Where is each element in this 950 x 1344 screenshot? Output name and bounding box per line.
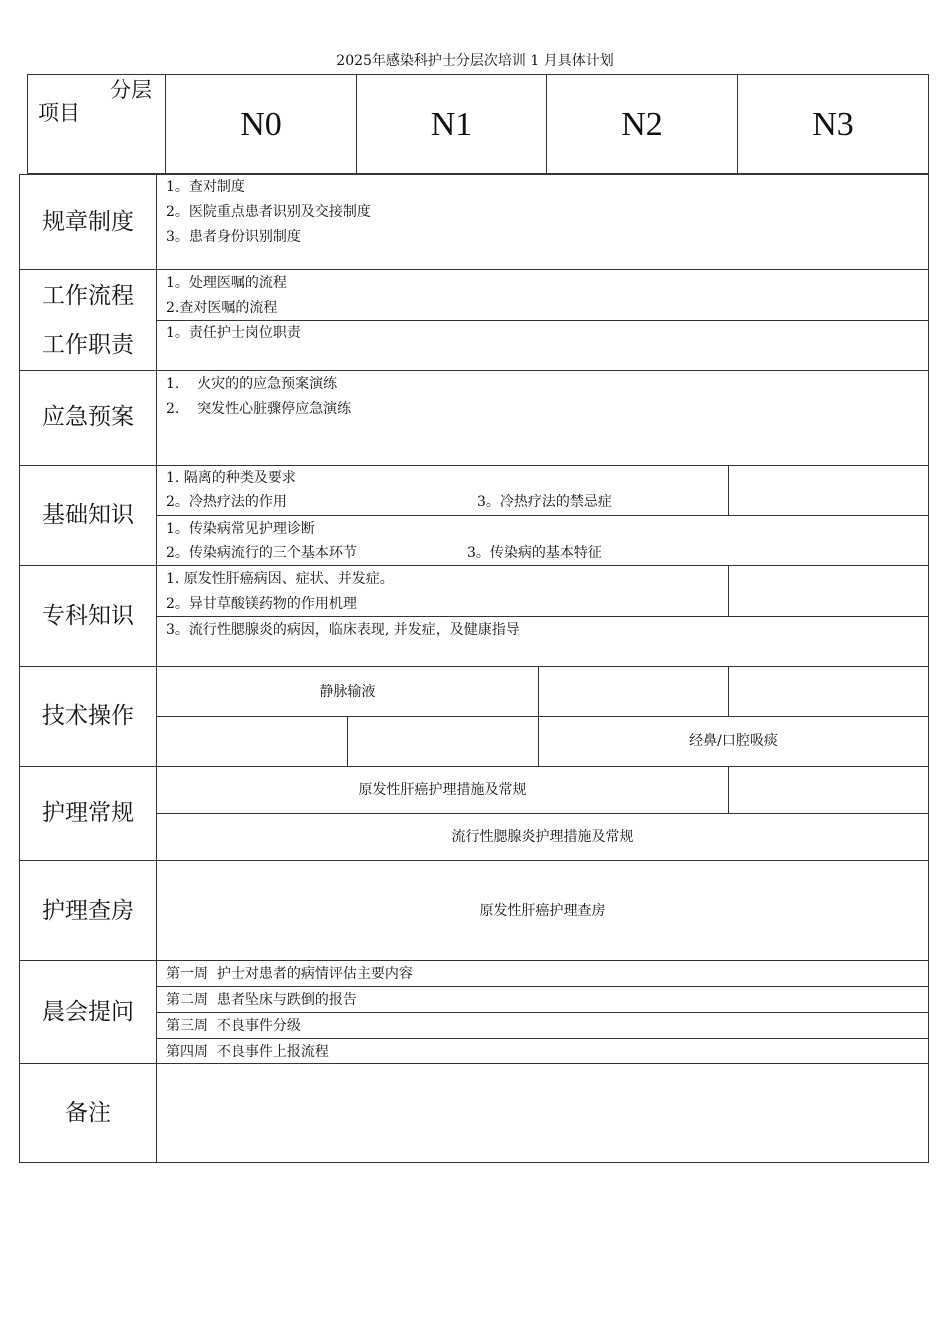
skill-iv-infusion: 静脉输液 — [319, 684, 376, 700]
category-nursing-rounds: 护理查房 — [42, 898, 134, 924]
level-n1: N1 — [430, 106, 473, 143]
cell-divider — [156, 320, 929, 321]
corner-label-item: 项目 — [38, 101, 80, 125]
morning-question: 第一周 护士对患者的病情评估主要内容 — [166, 966, 413, 982]
category-basic-knowledge: 基础知识 — [42, 502, 134, 528]
corner-label-layer: 分层 — [110, 78, 152, 102]
row-divider — [19, 465, 929, 466]
basic-item: 2。冷热疗法的作用 — [166, 494, 287, 510]
category-duty: 工作职责 — [42, 332, 134, 358]
cell-divider — [728, 465, 729, 515]
emergency-item: 1. 火灾的的应急预案演练 — [166, 376, 338, 392]
rules-item: 3。患者身份识别制度 — [166, 229, 301, 245]
row-divider — [19, 666, 929, 667]
specialty-item: 1. 原发性肝癌病因、症状、并发症。 — [166, 571, 394, 587]
category-rules: 规章制度 — [42, 209, 134, 235]
cell-divider — [156, 813, 929, 814]
category-notes: 备注 — [65, 1100, 111, 1126]
category-workflow: 工作流程 — [42, 283, 134, 309]
cell-divider — [728, 565, 729, 616]
level-n2: N2 — [621, 106, 663, 143]
workflow-item: 2.查对医嘱的流程 — [166, 300, 278, 316]
document-title: 2025年感染科护士分层次培训 1 月具体计划 — [336, 53, 614, 69]
basic-item: 3。冷热疗法的禁忌症 — [477, 494, 612, 510]
level-n3: N3 — [812, 106, 854, 143]
row-divider — [19, 960, 929, 961]
specialty-item: 2。异甘草酸镁药物的作用机理 — [166, 596, 357, 612]
cell-divider — [156, 1038, 929, 1039]
row-divider — [19, 565, 929, 566]
routine-mumps: 流行性腮腺炎护理措施及常规 — [451, 829, 634, 845]
morning-question: 第二周 患者坠床与跌倒的报告 — [166, 992, 357, 1008]
rounds-content: 原发性肝癌护理查房 — [479, 903, 606, 919]
row-divider — [19, 1063, 929, 1064]
basic-item: 2。传染病流行的三个基本环节 — [166, 545, 357, 561]
row-divider — [19, 860, 929, 861]
rules-item: 1。查对制度 — [166, 179, 245, 195]
rules-item: 2。医院重点患者识别及交接制度 — [166, 204, 371, 220]
morning-question: 第四周 不良事件上报流程 — [166, 1044, 329, 1060]
cell-divider — [156, 515, 929, 516]
basic-item: 1。传染病常见护理诊断 — [166, 521, 315, 537]
row-divider — [19, 269, 929, 270]
routine-liver-cancer: 原发性肝癌护理措施及常规 — [358, 782, 527, 798]
category-specialty-knowledge: 专科知识 — [42, 603, 134, 629]
row-divider — [19, 370, 929, 371]
cell-divider — [156, 716, 929, 717]
basic-item: 1. 隔离的种类及要求 — [166, 470, 296, 486]
category-emergency: 应急预案 — [42, 404, 134, 430]
cell-divider — [156, 616, 929, 617]
specialty-item: 3。流行性腮腺炎的病因，临床表现, 并发症，及健康指导 — [166, 622, 520, 638]
workflow-item: 1。处理医嘱的流程 — [166, 275, 287, 291]
cell-divider — [156, 986, 929, 987]
cell-divider — [728, 766, 729, 813]
emergency-item: 2. 突发性心脏骤停应急演练 — [166, 401, 352, 417]
label-column-divider — [156, 174, 157, 1163]
basic-item: 3。传染病的基本特征 — [467, 545, 602, 561]
duty-item: 1。责任护士岗位职责 — [166, 325, 301, 341]
level-n0: N0 — [240, 106, 282, 143]
cell-divider — [347, 716, 348, 766]
category-nursing-routine: 护理常规 — [42, 800, 134, 826]
cell-divider — [728, 666, 729, 716]
cell-divider — [156, 1012, 929, 1013]
morning-question: 第三周 不良事件分级 — [166, 1018, 301, 1034]
skill-suction: 经鼻/口腔吸痰 — [689, 733, 778, 749]
category-technical-skills: 技术操作 — [42, 703, 134, 729]
cell-divider — [538, 666, 539, 766]
row-divider — [19, 766, 929, 767]
category-morning-questions: 晨会提问 — [42, 999, 134, 1025]
